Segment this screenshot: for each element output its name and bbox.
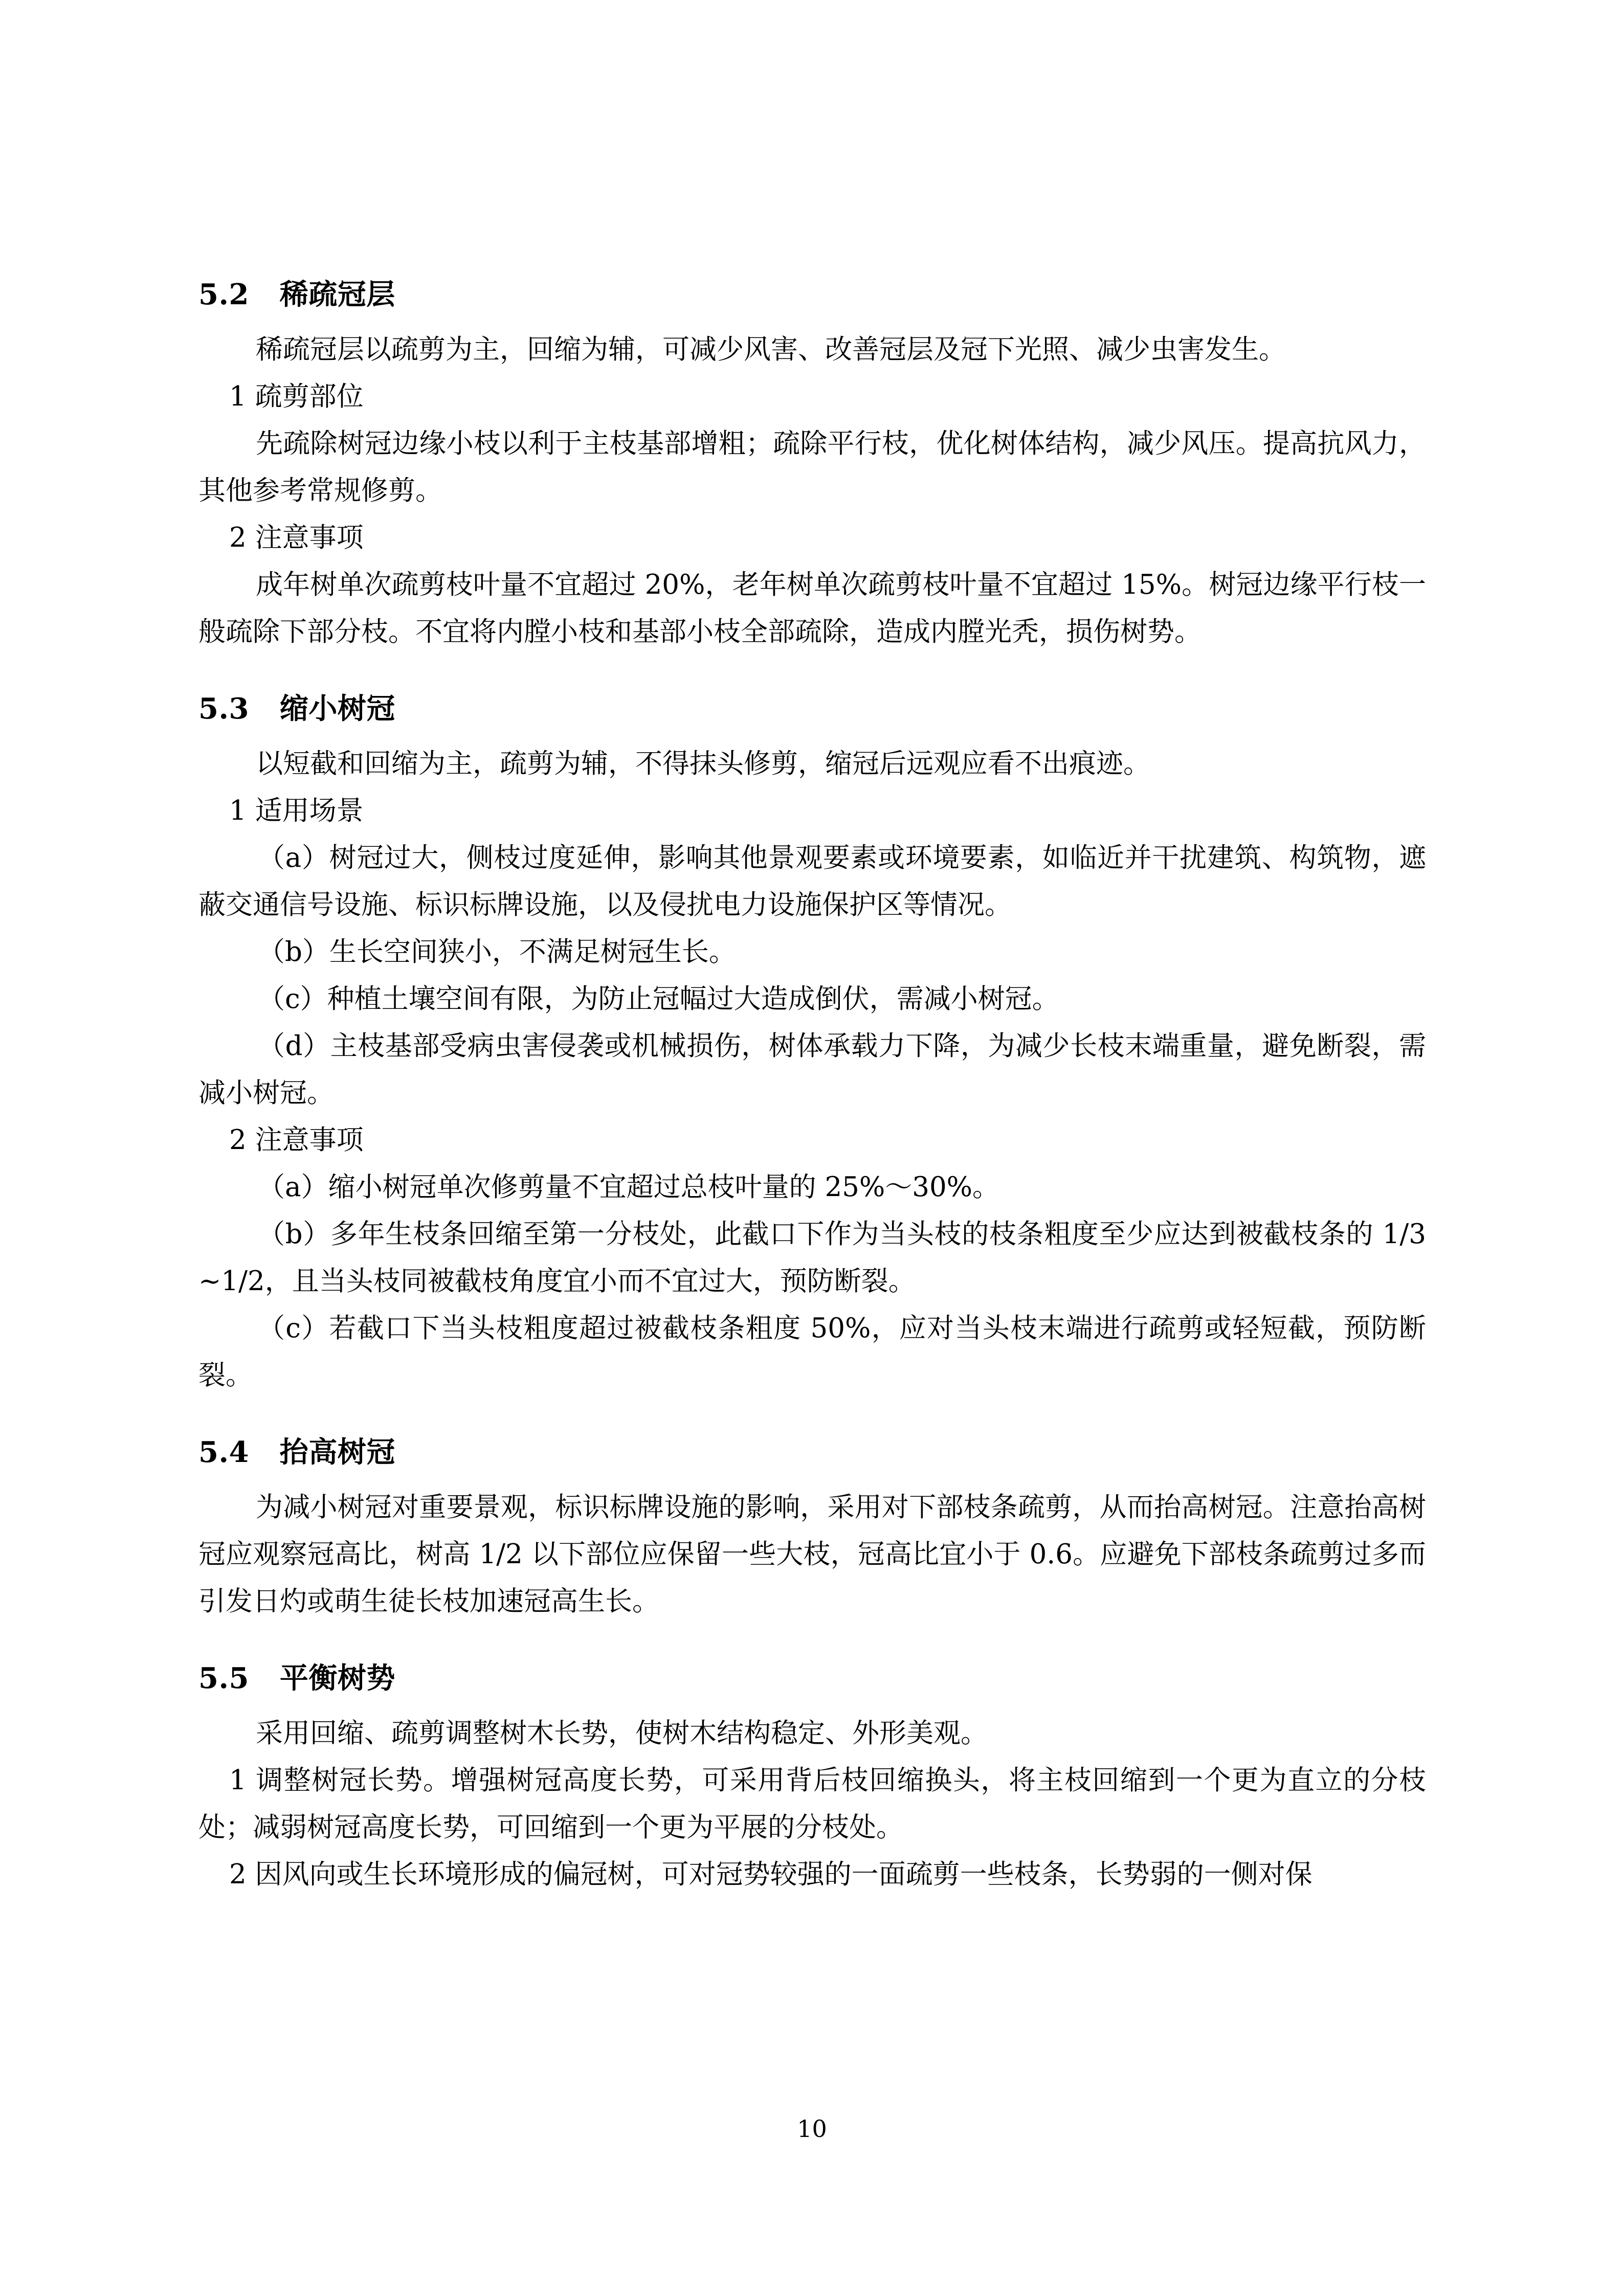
paragraph-5-4-body: 为减小树冠对重要景观，标识标牌设施的影响，采用对下部枝条疏剪，从而抬高树冠。注意抬高树冠应观察冠高比，树高 1/2 以下部位应保留一些大枝，冠高比宜小于 0.6。应避免下部枝条疏剪过多而引发日灼或萌生徒长枝加速冠高生长。 — [198, 1492, 1426, 1617]
list-item-5-3-2-a: （a）缩小树冠单次修剪量不宜超过总枝叶量的 25%～30%。 — [258, 1172, 1000, 1203]
list-item-5-5-1: 1 调整树冠长势。增强树冠高度长势，可采用背后枝回缩换头，将主枝回缩到一个更为直立的分枝处；减弱树冠高度长势，可回缩到一个更为平展的分枝处。 — [198, 1765, 1426, 1843]
paragraph-5-5-intro: 采用回缩、疏剪调整树木长势，使树木结构稳定、外形美观。 — [256, 1718, 988, 1749]
spacer — [198, 1693, 1426, 1710]
spacer — [198, 1399, 1426, 1438]
spacer — [198, 309, 1426, 326]
spacer — [198, 723, 1426, 740]
list-item-5-3-1-b: （b）生长空间狭小，不满足树冠生长。 — [258, 936, 736, 967]
paragraph-5-2-1-body: 先疏除树冠边缘小枝以利于主枝基部增粗；疏除平行枝，优化树体结构，减少风压。提高抗风力，其他参考常规修剪。 — [198, 428, 1426, 506]
section-heading-5-2: 5.2 稀疏冠层 — [198, 278, 395, 311]
paragraph-5-2-2-body: 成年树单次疏剪枝叶量不宜超过 20%，老年树单次疏剪枝叶量不宜超过 15%。树冠边缘平行枝一般疏除下部分枝。不宜将内膛小枝和基部小枝全部疏除，造成内膛光秃，损伤树势。 — [198, 569, 1426, 647]
spacer — [198, 1625, 1426, 1664]
page-content — [198, 280, 1426, 1898]
section-heading-5-4: 5.4 抬高树冠 — [198, 1435, 395, 1469]
spacer — [198, 656, 1426, 694]
list-item-5-3-2-c: （c）若截口下当头枝粗度超过被截枝条粗度 50%，应对当头枝末端进行疏剪或轻短截，预防断裂。 — [198, 1313, 1426, 1391]
section-heading-5-5: 5.5 平衡树势 — [198, 1661, 395, 1695]
list-item-5-2-2: 2 注意事项 — [229, 522, 364, 553]
paragraph-5-2-intro: 稀疏冠层以疏剪为主，回缩为辅，可减少风害、改善冠层及冠下光照、减少虫害发生。 — [256, 334, 1286, 365]
list-item-5-3-1: 1 适用场景 — [229, 795, 364, 826]
list-item-5-5-2: 2 因风向或生长环境形成的偏冠树，可对冠势较强的一面疏剪一些枝条，长势弱的一侧对保 — [229, 1859, 1312, 1890]
list-item-5-3-2: 2 注意事项 — [229, 1124, 364, 1156]
list-item-5-3-1-c: （c）种植土壤空间有限，为防止冠幅过大造成倒伏，需减小树冠。 — [258, 983, 1059, 1015]
list-item-5-3-1-a: （a）树冠过大，侧枝过度延伸，影响其他景观要素或环境要素，如临近并干扰建筑、构筑物，遮蔽交通信号设施、标识标牌设施，以及侵扰电力设施保护区等情况。 — [198, 842, 1426, 920]
spacer — [198, 1467, 1426, 1484]
list-item-5-3-1-d: （d）主枝基部受病虫害侵袭或机械损伤，树体承载力下降，为减少长枝末端重量，避免断裂，需减小树冠。 — [198, 1030, 1426, 1109]
paragraph-5-3-intro: 以短截和回缩为主，疏剪为辅，不得抹头修剪，缩冠后远观应看不出痕迹。 — [256, 748, 1150, 779]
section-heading-5-3: 5.3 缩小树冠 — [198, 692, 395, 726]
list-item-5-2-1: 1 疏剪部位 — [229, 381, 364, 412]
list-item-5-3-2-b: （b）多年生枝条回缩至第一分枝处，此截口下作为当头枝的枝条粗度至少应达到被截枝条的 1/3~1/2，且当头枝同被截枝角度宜小而不宜过大，预防断裂。 — [198, 1219, 1426, 1297]
page-number: 10 — [797, 2115, 827, 2143]
